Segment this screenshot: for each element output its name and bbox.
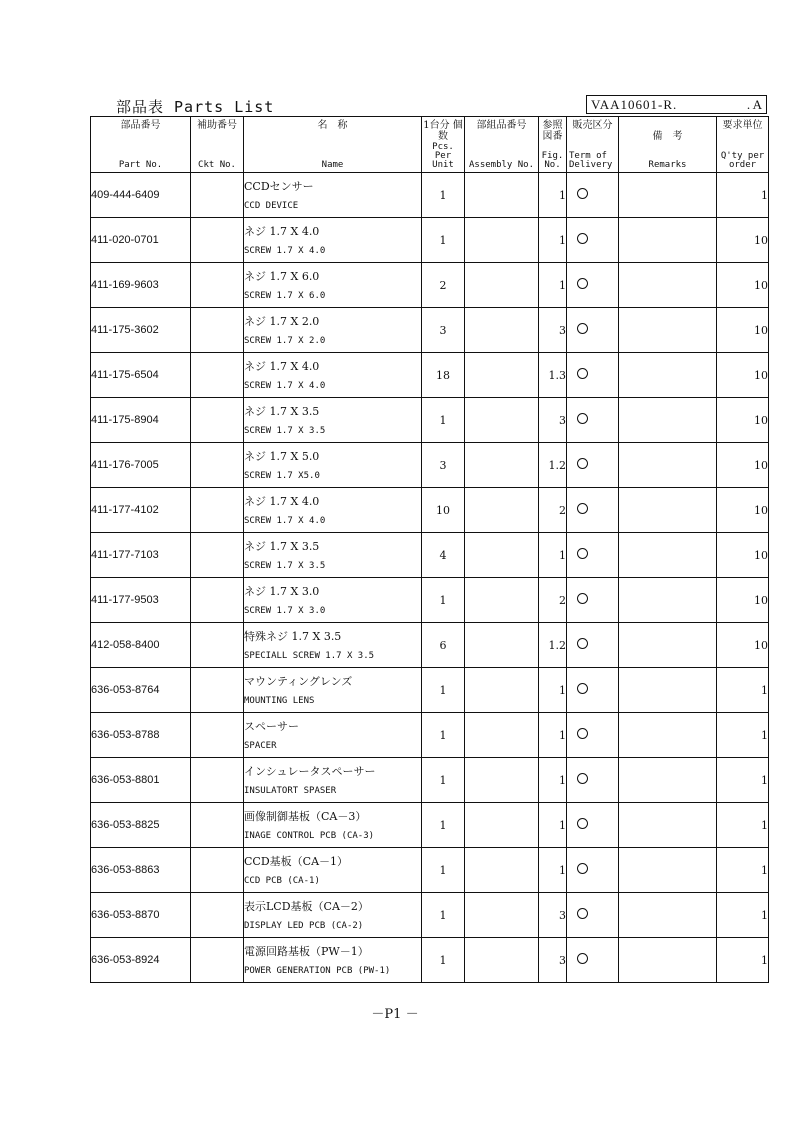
part-name-jp: インシュレータスペーサー [244, 765, 376, 778]
table-row [91, 353, 769, 398]
page-number: －P1 － [371, 1007, 419, 1022]
table-row [91, 218, 769, 263]
circle-mark-icon [577, 683, 588, 694]
part-name-en: INAGE CONTROL PCB (CA-3) [244, 831, 375, 841]
term-of-delivery [567, 173, 619, 218]
term-of-delivery [567, 893, 619, 938]
assembly-number [465, 668, 539, 713]
circle-mark-icon [577, 233, 588, 244]
table-row [91, 488, 769, 533]
part-name [244, 218, 422, 263]
pcs-per-unit: 1 [422, 713, 465, 758]
remarks [619, 668, 717, 713]
qty-per-order: 1 [717, 893, 769, 938]
circle-mark-icon [577, 278, 588, 289]
assembly-number [465, 758, 539, 803]
part-number: 411-175-6504 [91, 353, 191, 398]
part-name-en: SCREW 1.7 X 2.0 [244, 336, 326, 346]
remarks [619, 848, 717, 893]
table-row [91, 443, 769, 488]
part-name-jp: ネジ 1.7 X 5.0 [244, 450, 320, 463]
assembly-number [465, 938, 539, 983]
table-row [91, 263, 769, 308]
term-of-delivery [567, 848, 619, 893]
parts-table [90, 116, 769, 983]
part-number: 636-053-8870 [91, 893, 191, 938]
header-pcs-per-unit: 1台分 個数 Pcs. Per Unit [422, 117, 465, 173]
part-number: 412-058-8400 [91, 623, 191, 668]
qty-per-order: 10 [717, 533, 769, 578]
table-row [91, 578, 769, 623]
pcs-per-unit: 1 [422, 398, 465, 443]
ckt-number [191, 353, 244, 398]
header-term-of-delivery: 販売区分 Term of Delivery [567, 117, 619, 173]
remarks [619, 758, 717, 803]
circle-mark-icon [577, 458, 588, 469]
qty-per-order: 10 [717, 623, 769, 668]
ckt-number [191, 713, 244, 758]
header-assembly-no: 部組品番号 Assembly No. [465, 117, 539, 173]
term-of-delivery [567, 218, 619, 263]
term-of-delivery [567, 263, 619, 308]
part-name-jp: CCD基板（CA－1） [244, 855, 349, 868]
assembly-number [465, 578, 539, 623]
term-of-delivery [567, 938, 619, 983]
remarks [619, 488, 717, 533]
assembly-number [465, 353, 539, 398]
part-name [244, 713, 422, 758]
part-name-jp: 電源回路基板（PW－1） [244, 945, 369, 958]
term-of-delivery [567, 713, 619, 758]
fig-number: 2 [539, 488, 567, 533]
table-row [91, 308, 769, 353]
qty-per-order: 1 [717, 803, 769, 848]
table-row [91, 668, 769, 713]
fig-number: 1 [539, 173, 567, 218]
pcs-per-unit: 18 [422, 353, 465, 398]
part-number: 636-053-8788 [91, 713, 191, 758]
part-name [244, 848, 422, 893]
ckt-number [191, 938, 244, 983]
fig-number: 3 [539, 938, 567, 983]
table-row [91, 893, 769, 938]
term-of-delivery [567, 623, 619, 668]
fig-number: 1.2 [539, 443, 567, 488]
part-number: 411-177-7103 [91, 533, 191, 578]
assembly-number [465, 533, 539, 578]
part-name-en: SCREW 1.7 X5.0 [244, 471, 320, 481]
pcs-per-unit: 3 [422, 308, 465, 353]
ckt-number [191, 803, 244, 848]
table-row [91, 398, 769, 443]
pcs-per-unit: 3 [422, 443, 465, 488]
part-name-jp: ネジ 1.7 X 4.0 [244, 495, 320, 508]
header-remarks: 備 考 Remarks [619, 117, 717, 173]
term-of-delivery [567, 758, 619, 803]
circle-mark-icon [577, 818, 588, 829]
circle-mark-icon [577, 863, 588, 874]
fig-number: 1 [539, 533, 567, 578]
part-name [244, 803, 422, 848]
assembly-number [465, 173, 539, 218]
ckt-number [191, 173, 244, 218]
part-name-jp: 画像制御基板（CA－3） [244, 810, 367, 823]
part-name-jp: ネジ 1.7 X 6.0 [244, 270, 320, 283]
document-code: VAA10601-R. [591, 97, 678, 112]
part-name-en: SCREW 1.7 X 6.0 [244, 291, 326, 301]
part-name-jp: ネジ 1.7 X 4.0 [244, 360, 320, 373]
term-of-delivery [567, 443, 619, 488]
part-name-en: SCREW 1.7 X 3.5 [244, 561, 326, 571]
table-row [91, 848, 769, 893]
fig-number: 3 [539, 308, 567, 353]
assembly-number [465, 263, 539, 308]
part-number: 411-020-0701 [91, 218, 191, 263]
remarks [619, 398, 717, 443]
part-name [244, 308, 422, 353]
table-row [91, 938, 769, 983]
table-row [91, 803, 769, 848]
part-name [244, 263, 422, 308]
fig-number: 1 [539, 803, 567, 848]
remarks [619, 623, 717, 668]
part-name-jp: 表示LCD基板（CA－2） [244, 900, 369, 913]
part-name [244, 938, 422, 983]
pcs-per-unit: 1 [422, 218, 465, 263]
qty-per-order: 1 [717, 758, 769, 803]
term-of-delivery [567, 803, 619, 848]
remarks [619, 803, 717, 848]
part-name [244, 353, 422, 398]
part-name-en: SPACER [244, 741, 277, 751]
part-number: 636-053-8825 [91, 803, 191, 848]
circle-mark-icon [577, 638, 588, 649]
header-qty-per-order: 要求単位 Q'ty per order [717, 117, 769, 173]
qty-per-order: 1 [717, 668, 769, 713]
remarks [619, 533, 717, 578]
fig-number: 1.3 [539, 353, 567, 398]
assembly-number [465, 713, 539, 758]
fig-number: 3 [539, 398, 567, 443]
term-of-delivery [567, 398, 619, 443]
circle-mark-icon [577, 728, 588, 739]
remarks [619, 263, 717, 308]
circle-mark-icon [577, 413, 588, 424]
assembly-number [465, 893, 539, 938]
document-revision: . A [746, 97, 762, 112]
assembly-number [465, 443, 539, 488]
ckt-number [191, 758, 244, 803]
part-name-jp: ネジ 1.7 X 3.5 [244, 540, 320, 553]
part-name-en: CCD PCB (CA-1) [244, 876, 320, 886]
remarks [619, 938, 717, 983]
part-name-en: SCREW 1.7 X 4.0 [244, 381, 326, 391]
table-row [91, 533, 769, 578]
circle-mark-icon [577, 323, 588, 334]
part-name-en: POWER GENERATION PCB (PW-1) [244, 966, 391, 976]
qty-per-order: 10 [717, 398, 769, 443]
assembly-number [465, 848, 539, 893]
part-name-en: SCREW 1.7 X 4.0 [244, 516, 326, 526]
header-fig-no: 参照 図番 Fig. No. [539, 117, 567, 173]
remarks [619, 173, 717, 218]
circle-mark-icon [577, 368, 588, 379]
fig-number: 2 [539, 578, 567, 623]
pcs-per-unit: 1 [422, 893, 465, 938]
part-name-jp: 特殊ネジ 1.7 X 3.5 [244, 630, 342, 643]
assembly-number [465, 398, 539, 443]
parts-table-body [91, 173, 769, 983]
part-number: 411-177-4102 [91, 488, 191, 533]
part-name-en: SCREW 1.7 X 3.5 [244, 426, 326, 436]
assembly-number [465, 308, 539, 353]
part-number: 636-053-8924 [91, 938, 191, 983]
circle-mark-icon [577, 593, 588, 604]
remarks [619, 713, 717, 758]
term-of-delivery [567, 578, 619, 623]
ckt-number [191, 623, 244, 668]
assembly-number [465, 218, 539, 263]
part-name-en: INSULATORT SPASER [244, 786, 337, 796]
ckt-number [191, 218, 244, 263]
ckt-number [191, 848, 244, 893]
fig-number: 1 [539, 218, 567, 263]
part-name-jp: ネジ 1.7 X 4.0 [244, 225, 320, 238]
part-number: 636-053-8764 [91, 668, 191, 713]
circle-mark-icon [577, 188, 588, 199]
qty-per-order: 1 [717, 938, 769, 983]
ckt-number [191, 308, 244, 353]
term-of-delivery [567, 353, 619, 398]
document-number-box [586, 95, 767, 114]
qty-per-order: 1 [717, 848, 769, 893]
circle-mark-icon [577, 548, 588, 559]
qty-per-order: 10 [717, 308, 769, 353]
part-name [244, 398, 422, 443]
part-number: 411-177-9503 [91, 578, 191, 623]
qty-per-order: 10 [717, 578, 769, 623]
part-name-en: CCD DEVICE [244, 201, 299, 211]
part-name-en: SPECIALL SCREW 1.7 X 3.5 [244, 651, 375, 661]
ckt-number [191, 488, 244, 533]
part-name [244, 668, 422, 713]
part-number: 411-175-8904 [91, 398, 191, 443]
qty-per-order: 10 [717, 488, 769, 533]
part-number: 411-169-9603 [91, 263, 191, 308]
fig-number: 1 [539, 668, 567, 713]
ckt-number [191, 533, 244, 578]
table-row [91, 713, 769, 758]
circle-mark-icon [577, 908, 588, 919]
pcs-per-unit: 1 [422, 668, 465, 713]
part-name [244, 533, 422, 578]
part-number: 411-176-7005 [91, 443, 191, 488]
fig-number: 1 [539, 263, 567, 308]
term-of-delivery [567, 308, 619, 353]
fig-number: 1 [539, 848, 567, 893]
part-name [244, 173, 422, 218]
part-name-en: DISPLAY LED PCB (CA-2) [244, 921, 364, 931]
remarks [619, 308, 717, 353]
table-row [91, 173, 769, 218]
remarks [619, 218, 717, 263]
remarks [619, 578, 717, 623]
circle-mark-icon [577, 503, 588, 514]
assembly-number [465, 488, 539, 533]
circle-mark-icon [577, 773, 588, 784]
qty-per-order: 10 [717, 263, 769, 308]
term-of-delivery [567, 488, 619, 533]
pcs-per-unit: 1 [422, 848, 465, 893]
qty-per-order: 10 [717, 353, 769, 398]
fig-number: 1 [539, 758, 567, 803]
assembly-number [465, 623, 539, 668]
qty-per-order: 1 [717, 173, 769, 218]
part-name-jp: マウンティングレンズ [244, 675, 353, 688]
header-name: 名 称 Name [244, 117, 422, 173]
remarks [619, 353, 717, 398]
pcs-per-unit: 1 [422, 803, 465, 848]
table-header-row [91, 117, 769, 173]
part-name [244, 443, 422, 488]
table-row [91, 623, 769, 668]
part-name-en: SCREW 1.7 X 3.0 [244, 606, 326, 616]
fig-number: 1.2 [539, 623, 567, 668]
qty-per-order: 1 [717, 713, 769, 758]
term-of-delivery [567, 668, 619, 713]
circle-mark-icon [577, 953, 588, 964]
pcs-per-unit: 1 [422, 578, 465, 623]
part-name [244, 578, 422, 623]
ckt-number [191, 263, 244, 308]
part-number: 411-175-3602 [91, 308, 191, 353]
remarks [619, 893, 717, 938]
pcs-per-unit: 1 [422, 173, 465, 218]
qty-per-order: 10 [717, 443, 769, 488]
ckt-number [191, 668, 244, 713]
part-name-jp: スペーサー [244, 720, 299, 733]
part-name [244, 893, 422, 938]
part-name-jp: ネジ 1.7 X 2.0 [244, 315, 320, 328]
remarks [619, 443, 717, 488]
part-number: 409-444-6409 [91, 173, 191, 218]
part-name-en: SCREW 1.7 X 4.0 [244, 246, 326, 256]
header-ckt-no: 補助番号 Ckt No. [191, 117, 244, 173]
part-name [244, 758, 422, 803]
assembly-number [465, 803, 539, 848]
part-name-jp: ネジ 1.7 X 3.5 [244, 405, 320, 418]
fig-number: 3 [539, 893, 567, 938]
qty-per-order: 10 [717, 218, 769, 263]
ckt-number [191, 893, 244, 938]
pcs-per-unit: 2 [422, 263, 465, 308]
ckt-number [191, 443, 244, 488]
document-title: 部品表 Parts List [116, 98, 275, 116]
header-part-no: 部品番号 Part No. [91, 117, 191, 173]
pcs-per-unit: 1 [422, 758, 465, 803]
fig-number: 1 [539, 713, 567, 758]
pcs-per-unit: 6 [422, 623, 465, 668]
pcs-per-unit: 10 [422, 488, 465, 533]
part-number: 636-053-8863 [91, 848, 191, 893]
part-number: 636-053-8801 [91, 758, 191, 803]
part-name-jp: ネジ 1.7 X 3.0 [244, 585, 320, 598]
part-name [244, 623, 422, 668]
pcs-per-unit: 1 [422, 938, 465, 983]
part-name-jp: CCDセンサー [244, 180, 314, 193]
part-name-en: MOUNTING LENS [244, 696, 315, 706]
term-of-delivery [567, 533, 619, 578]
part-name [244, 488, 422, 533]
table-row [91, 758, 769, 803]
ckt-number [191, 578, 244, 623]
pcs-per-unit: 4 [422, 533, 465, 578]
ckt-number [191, 398, 244, 443]
